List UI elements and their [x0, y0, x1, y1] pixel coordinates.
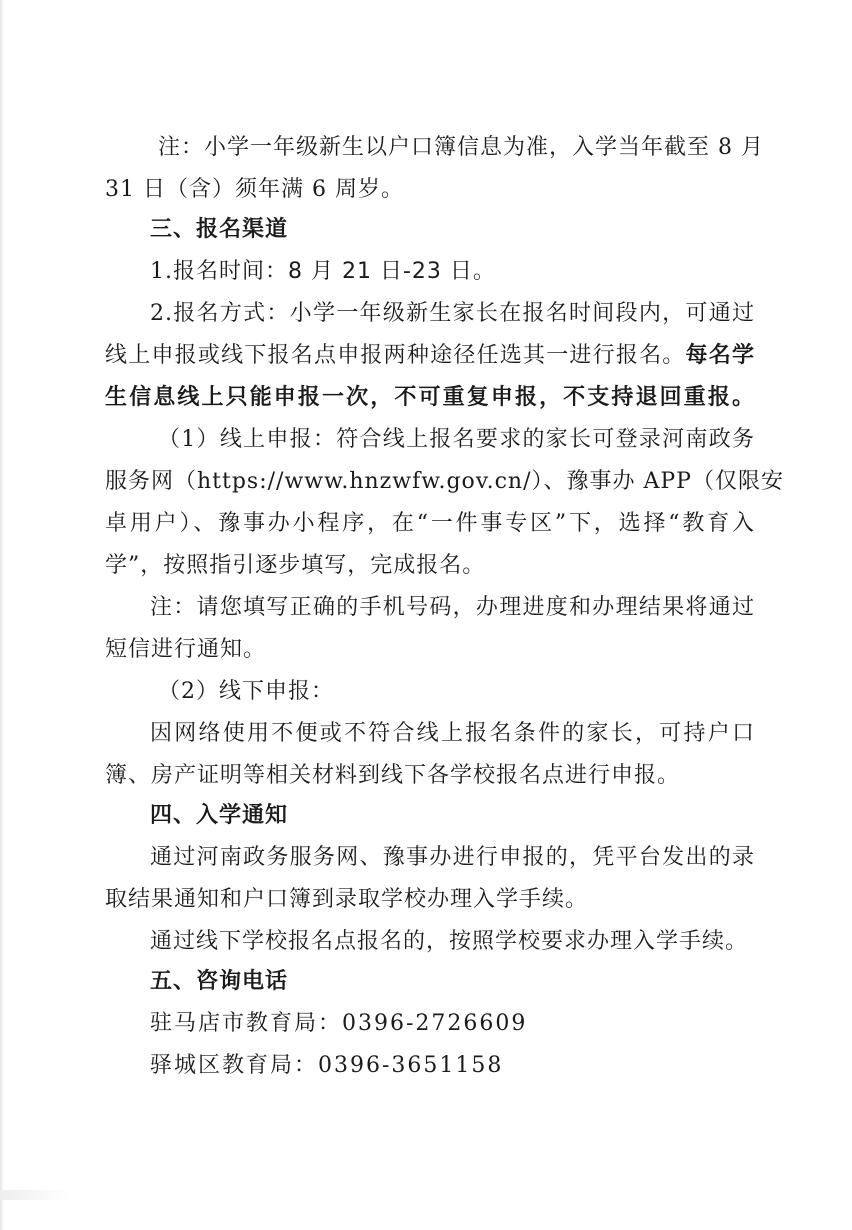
registration-method-bold-line: 生信息线上只能申报一次，不可重复申报，不支持退回重报。 [105, 385, 755, 410]
note-age-line-2: 31 日（含）须年满 6 周岁。 [105, 177, 404, 202]
registration-time [150, 256, 755, 288]
online-apply-line-4: 学”，按照指引逐步填写，完成报名。 [105, 553, 486, 578]
registration-time-value: 8 月 21 日-23 日。 [288, 259, 496, 284]
offline-apply-line-1: 因网络使用不便或不符合线上报名条件的家长，可持户口 [150, 721, 755, 746]
registration-method-bold-start: 每名学 [685, 343, 755, 368]
section-5-heading: 五、咨询电话 [150, 969, 289, 994]
phone-note-line-1: 注：请您填写正确的手机号码，办理进度和办理结果将通过 [150, 595, 755, 620]
registration-time-label: 1.报名时间： [150, 259, 288, 284]
offline-apply-heading: （2）线下申报： [158, 679, 334, 704]
admission-notice-line-2: 取结果通知和户口簿到录取学校办理入学手续。 [105, 887, 589, 912]
scan-edge-shadow [0, 0, 4, 1230]
offline-apply-line-2: 簿、房产证明等相关材料到线下各学校报名点进行申报。 [105, 763, 681, 788]
section-4-heading: 四、入学通知 [150, 803, 289, 828]
registration-method-line-2 [105, 340, 755, 372]
registration-method-line-1: 2.报名方式：小学一年级新生家长在报名时间段内，可通过 [150, 301, 755, 326]
online-apply-line-3: 卓用户）、豫事办小程序，在“一件事专区”下，选择“教育入 [105, 511, 755, 536]
contact-district-bureau: 驿城区教育局：0396-3651158 [150, 1053, 504, 1078]
registration-method-text: 线上申报或线下报名点申报两种途径任选其一进行报名。 [105, 343, 686, 368]
scan-smudge [0, 1190, 70, 1200]
phone-note-line-2: 短信进行通知。 [105, 637, 267, 662]
contact-city-bureau: 驻马店市教育局：0396-2726609 [150, 1011, 528, 1036]
section-3-heading: 三、报名渠道 [150, 217, 289, 242]
admission-notice-line-3: 通过线下学校报名点报名的，按照学校要求办理入学手续。 [150, 929, 749, 954]
online-apply-line-2: 服务网（https://www.hnzwfw.gov.cn/）、豫事办 APP（仅限安 [105, 469, 784, 494]
note-age-line-1: 注：小学一年级新生以户口簿信息为准，入学当年截至 8 月 [158, 135, 764, 160]
admission-notice-line-1: 通过河南政务服务网、豫事办进行申报的，凭平台发出的录 [150, 845, 755, 870]
online-apply-line-1: （1）线上申报：符合线上报名要求的家长可登录河南政务 [158, 427, 755, 452]
